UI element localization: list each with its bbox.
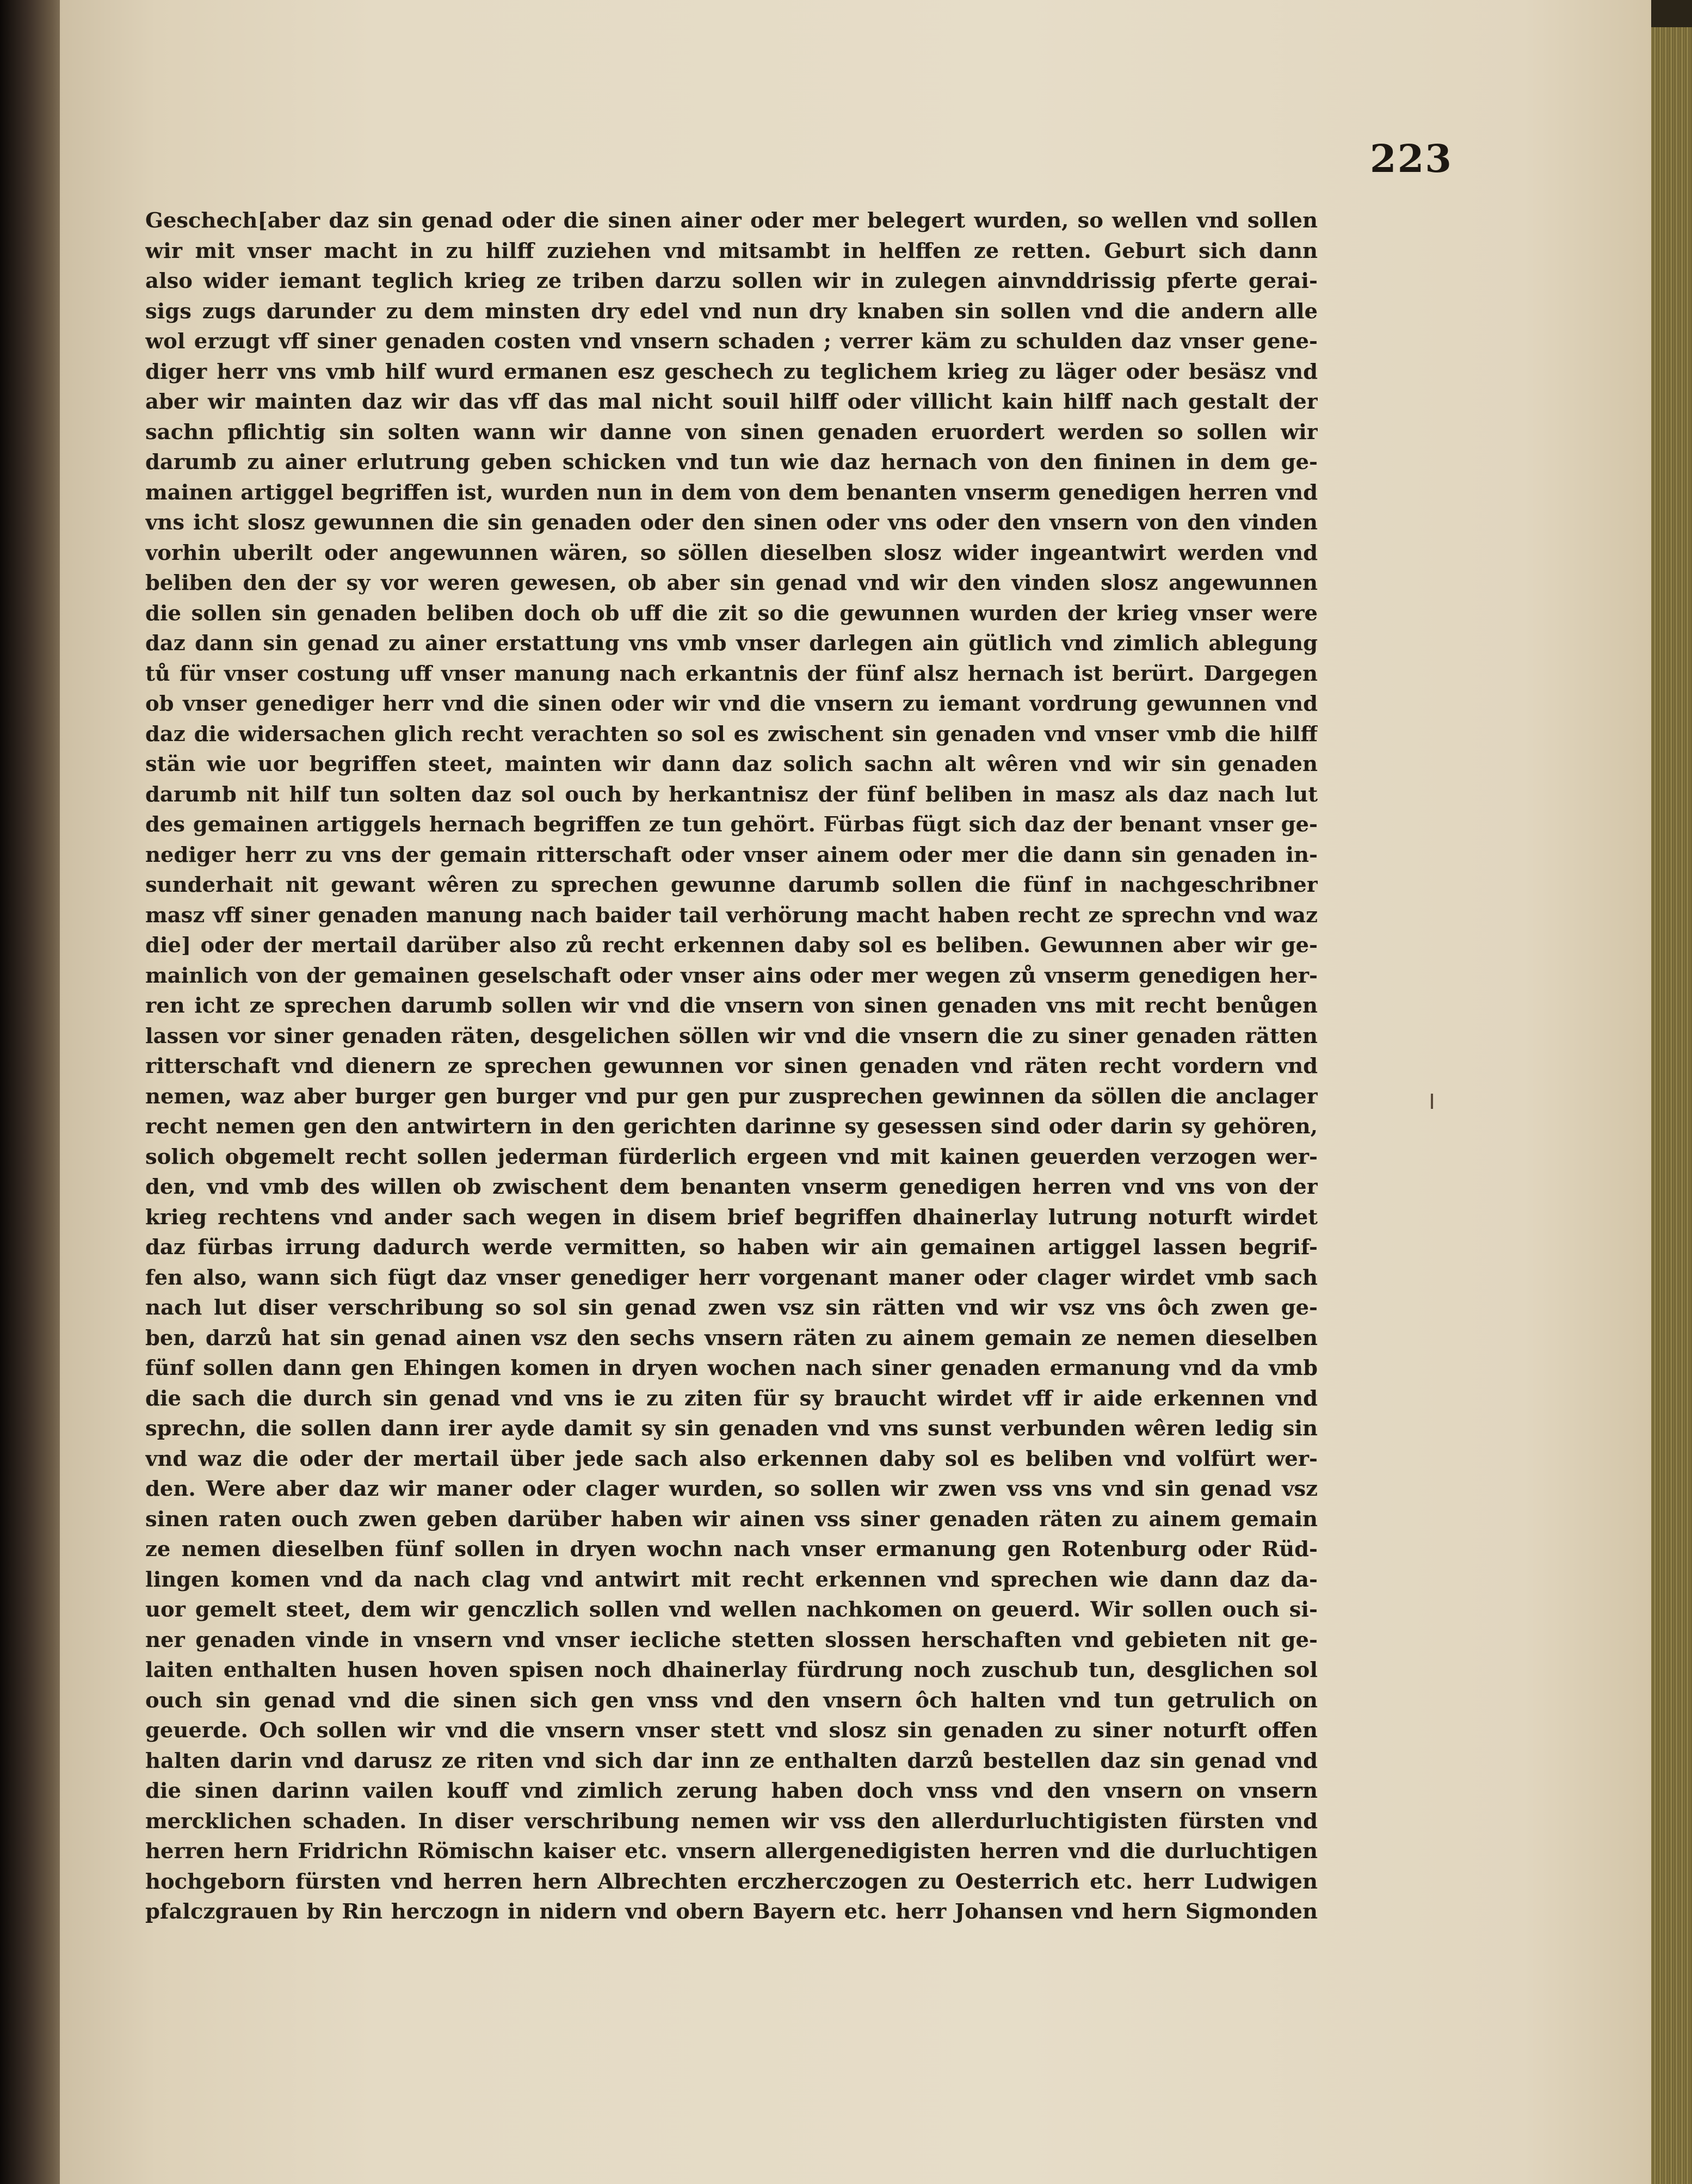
text-line: halten darin vnd darusz ze riten vnd sich dar inn ze enthalten darzů bestellen daz sin genad vnd [145, 1748, 1318, 1773]
text-line: die] oder der mertail darüber also zů recht erkennen daby sol es beliben. Gewunnen aber wir ge- [145, 933, 1318, 958]
text-line: ouch sin genad vnd die sinen sich gen vnss vnd den vnsern ôch halten vnd tun getrulich on [145, 1688, 1318, 1713]
page-number: 223 [1369, 136, 1453, 181]
text-line: solich obgemelt recht sollen jederman fürderlich ergeen vnd mit kainen geuerden verzogen wer- [145, 1144, 1318, 1169]
text-line: sprechn, die sollen dann irer ayde damit sy sin genaden vnd vns sunst verbunden wêren ledig sin [145, 1416, 1318, 1441]
text-line: aber wir mainten daz wir das vff das mal nicht souil hilff oder villicht kain hilff nach gestalt der [145, 390, 1318, 414]
text-line: fünf sollen dann gen Ehingen komen in dryen wochen nach siner genaden ermanung vnd da vmb [145, 1356, 1318, 1380]
text-line: vorhin uberilt oder angewunnen wären, so söllen dieselben slosz wider ingeantwirt werden vnd [145, 540, 1318, 565]
text-line: des gemainen artiggels hernach begriffen ze tun gehört. Fürbas fügt sich daz der benant vnser ge- [145, 812, 1318, 837]
text-line: die sinen darinn vailen kouff vnd zimlich zerung haben doch vnss vnd den vnsern on vnsern [145, 1779, 1318, 1803]
text-line: diger herr vns vmb hilf wurd ermanen esz geschech zu teglichem krieg zu läger oder besäsz vnd [145, 359, 1318, 384]
text-line: ben, darzů hat sin genad ainen vsz den sechs vnsern räten zu ainem gemain ze nemen dieselben [145, 1325, 1318, 1350]
text-line: beliben den der sy vor weren gewesen, ob aber sin genad vnd wir den vinden slosz angewunnen [145, 571, 1318, 595]
text-line: die sach die durch sin genad vnd vns ie zu ziten für sy braucht wirdet vff ir aide erkennen vnd [145, 1386, 1318, 1411]
text-line: nemen, waz aber burger gen burger vnd pur gen pur zusprechen gewinnen da söllen die anclager [145, 1084, 1318, 1109]
text-line: laiten enthalten husen hoven spisen noch dhainerlay fürdrung noch zuschub tun, desglichen sol [145, 1658, 1318, 1682]
page-block-edges [1651, 27, 1692, 2184]
text-line: sigs zugs darunder zu dem minsten dry edel vnd nun dry knaben sin sollen vnd die andern alle [145, 299, 1318, 324]
text-line: masz vff siner genaden manung nach baider tail verhörung macht haben recht ze sprechn vnd waz [145, 903, 1318, 928]
text-line: krieg rechtens vnd ander sach wegen in disem brief begriffen dhainerlay lutrung noturft wirdet [145, 1205, 1318, 1230]
text-line: sinen raten ouch zwen geben darüber haben wir ainen vss siner genaden räten zu ainem gemain [145, 1507, 1318, 1532]
text-line: lingen komen vnd da nach clag vnd antwirt mit recht erkennen vnd sprechen wie dann daz da- [145, 1567, 1318, 1592]
text-line: pfalczgrauen by Rin herczogn in nidern vnd obern Bayern etc. herr Johansen vnd hern Sigmonden [145, 1899, 1318, 1924]
text-line: wol erzugt vff siner genaden costen vnd vnsern schaden ; verrer käm zu schulden daz vnser gene- [145, 329, 1318, 354]
text-line: sunderhait nit gewant wêren zu sprechen gewunne darumb sollen die fünf in nachgeschribner [145, 873, 1318, 897]
text-line: fen also, wann sich fügt daz vnser genediger herr vorgenant maner oder clager wirdet vmb sach [145, 1265, 1318, 1290]
text-line: uor gemelt steet, dem wir genczlich sollen vnd wellen nachkomen on geuerd. Wir sollen ouch si- [145, 1597, 1318, 1622]
text-line: ob vnser genediger herr vnd die sinen oder wir vnd die vnsern zu iemant vordrung gewunnen vnd [145, 692, 1318, 716]
text-line: lassen vor siner genaden räten, desgelichen söllen wir vnd die vnsern die zu siner genaden rätten [145, 1023, 1318, 1048]
text-line: herren hern Fridrichn Römischn kaiser etc. vnsern allergenedigisten herren vnd die durluchtigen [145, 1839, 1318, 1864]
text-line: den, vnd vmb des willen ob zwischent dem benanten vnserm genedigen herren vnd vns von der [145, 1175, 1318, 1199]
text-line: hochgeborn fürsten vnd herren hern Albrechten erczherczogen zu Oesterrich etc. herr Ludwigen [145, 1869, 1318, 1894]
text-line: Geschech[aber daz sin genad oder die sinen ainer oder mer belegert wurden, so wellen vnd sollen [145, 208, 1318, 233]
text-line: nach lut diser verschribung so sol sin genad zwen vsz sin rätten vnd wir vsz vns ôch zwen ge- [145, 1295, 1318, 1320]
text-line: mainen artiggel begriffen ist, wurden nun in dem von dem benanten vnserm genedigen herren vnd [145, 480, 1318, 505]
text-line: nediger herr zu vns der gemain ritterschaft oder vnser ainem oder mer die dann sin genaden in- [145, 842, 1318, 867]
text-line: geuerde. Och sollen wir vnd die vnsern vnser stett vnd slosz sin genaden zu siner noturft offen [145, 1718, 1318, 1743]
text-line: darumb zu ainer erlutrung geben schicken vnd tun wie daz hernach von den fininen in dem ge- [145, 450, 1318, 474]
text-line: recht nemen gen den antwirtern in den gerichten darinne sy gesessen sind oder darin sy gehören, [145, 1114, 1318, 1139]
body-text [145, 206, 1318, 1927]
text-line: ze nemen dieselben fünf sollen in dryen wochn nach vnser ermanung gen Rotenburg oder Rüd- [145, 1537, 1318, 1562]
text-line: mainlich von der gemainen geselschaft oder vnser ains oder mer wegen zů vnserm genedigen her- [145, 963, 1318, 988]
text-line: stän wie uor begriffen steet, mainten wir dann daz solich sachn alt wêren vnd wir sin genaden [145, 752, 1318, 776]
text-line: wir mit vnser macht in zu hilff zuziehen vnd mitsambt in helffen ze retten. Geburt sich dann [145, 238, 1318, 263]
text-line: die sollen sin genaden beliben doch ob uff die zit so die gewunnen wurden der krieg vnser were [145, 601, 1318, 626]
text-line: sachn pflichtig sin solten wann wir danne von sinen genaden eruordert werden so sollen wir [145, 419, 1318, 445]
page-edges-top [1651, 0, 1692, 27]
text-line: vns icht slosz gewunnen die sin genaden oder den sinen oder vns oder den vnsern von den vinden [145, 510, 1318, 535]
text-line: ritterschaft vnd dienern ze sprechen gewunnen vor sinen genaden vnd räten recht vordern vnd [145, 1054, 1318, 1078]
text-line: daz dann sin genad zu ainer erstattung vns vmb vnser darlegen ain gütlich vnd zimlich ablegung [145, 631, 1318, 656]
text-line: den. Were aber daz wir maner oder clager wurden, so sollen wir zwen vss vns vnd sin genad vsz [145, 1477, 1318, 1501]
book-gutter [0, 0, 65, 2184]
text-line: also wider iemant teglich krieg ze triben darzu sollen wir in zulegen ainvnddrissig pferte gerai- [145, 269, 1318, 293]
text-line: tů für vnser costung uff vnser manung nach erkantnis der fünf alsz hernach ist berürt. Dargegen [145, 661, 1318, 686]
text-line: ren icht ze sprechen darumb sollen wir vnd die vnsern von sinen genaden vns mit recht benůgen [145, 994, 1318, 1018]
text-line: daz die widersachen glich recht verachten so sol es zwischent sin genaden vnd vnser vmb die hilff [145, 721, 1318, 746]
text-line: vnd waz die oder der mertail über jede sach also erkennen daby sol es beliben vnd volfürt wer- [145, 1446, 1318, 1471]
text-line: daz fürbas irrung dadurch werde vermitten, so haben wir ain gemainen artiggel lassen begrif- [145, 1235, 1318, 1260]
text-line: ner genaden vinde in vnsern vnd vnser iecliche stetten slossen herschaften vnd gebieten nit ge- [145, 1627, 1318, 1652]
text-line: darumb nit hilf tun solten daz sol ouch by herkantnisz der fünf beliben in masz als daz nach lut [145, 782, 1318, 807]
margin-mark [1431, 1094, 1433, 1109]
text-line: mercklichen schaden. In diser verschribung nemen wir vss den allerdurluchtigisten fürsten vnd [145, 1809, 1318, 1834]
